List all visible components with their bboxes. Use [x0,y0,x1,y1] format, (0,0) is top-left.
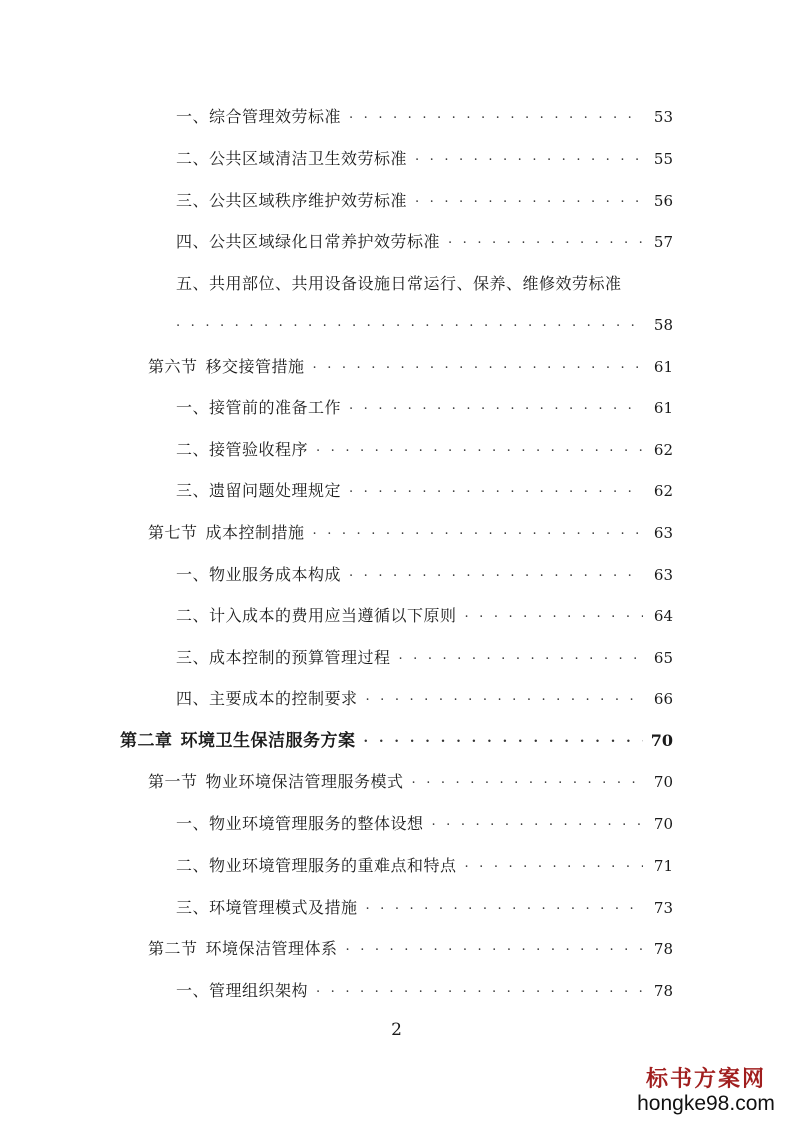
toc-entry-title: 一、物业环境管理服务的整体设想 [176,814,424,833]
toc-entry[interactable] [176,394,673,422]
toc-entry-title: 二、计入成本的费用应当遵循以下原则 [176,606,457,625]
toc-section-title: 环境保洁管理体系 [205,939,338,958]
toc-entry-title: 一、管理组织架构 [176,981,309,1000]
toc-entry-continuation[interactable] [176,311,673,339]
toc-page-number: 70 [653,773,673,791]
toc-section-number: 第一节 [148,772,198,791]
toc-page-number: 64 [653,607,673,625]
toc-entry[interactable] [176,810,673,838]
toc-page-number: 57 [653,233,673,251]
toc-entry-title: 四、主要成本的控制要求 [176,689,358,708]
toc-entry[interactable] [176,436,673,464]
toc-page-number: 66 [653,690,673,708]
toc-page-number: 78 [653,982,673,1000]
toc-leader-dots [364,725,643,753]
toc-section-entry[interactable] [148,768,673,796]
watermark-url: hongke98.com [637,1092,775,1115]
toc-chapter-title: 环境卫生保洁服务方案 [180,731,356,751]
toc-entry[interactable] [176,477,673,505]
toc-entry[interactable] [176,644,673,672]
toc-entry[interactable] [176,685,673,713]
toc-page-number: 62 [653,482,673,500]
toc-leader-dots [415,143,643,171]
toc-leader-dots [366,892,643,920]
toc-entry-title-wrapped[interactable]: 五、共用部位、共用设备设施日常运行、保养、维修效劳标准 [176,274,622,293]
toc-leader-dots [349,101,643,129]
page-number: 2 [391,1020,402,1040]
site-watermark [631,1066,781,1116]
toc-leader-dots [415,185,643,213]
toc-leader-dots [346,933,643,961]
toc-page-number: 62 [653,441,673,459]
toc-page-number: 71 [653,857,673,875]
toc-leader-dots [313,517,643,545]
toc-leader-dots [366,683,643,711]
toc-leader-dots [349,559,643,587]
toc-leader-dots [349,475,643,503]
toc-entry-title: 一、物业服务成本构成 [176,565,342,584]
toc-leader-dots [316,434,643,462]
toc-page-number: 53 [653,108,673,126]
toc-entry-title: 二、物业环境管理服务的重难点和特点 [176,856,457,875]
toc-section-entry[interactable] [148,935,673,963]
toc-entry-title: 四、公共区域绿化日常养护效劳标准 [176,232,441,251]
toc-entry-title: 二、公共区域清洁卫生效劳标准 [176,149,408,168]
toc-entry[interactable] [176,103,673,131]
toc-leader-dots [176,309,643,337]
toc-page-number: 73 [653,899,673,917]
toc-page-number: 55 [653,150,673,168]
toc-page-number: 78 [653,940,673,958]
toc-entry[interactable] [176,977,673,1005]
toc-page-number: 63 [653,524,673,542]
toc-section-title: 移交接管措施 [205,357,305,376]
toc-section-number: 第六节 [148,357,198,376]
toc-leader-dots [313,351,643,379]
toc-chapter-entry[interactable] [120,727,673,755]
toc-entry-title: 三、公共区域秩序维护效劳标准 [176,191,408,210]
toc-page-number: 65 [653,649,673,667]
toc-entry[interactable] [176,602,673,630]
toc-page-number: 70 [653,815,673,833]
toc-section-title: 成本控制措施 [205,523,305,542]
toc-entry-title: 三、成本控制的预算管理过程 [176,648,391,667]
toc-page-number: 58 [653,316,673,334]
toc-entry[interactable] [176,852,673,880]
toc-section-number: 第七节 [148,523,198,542]
toc-entry-title: 三、环境管理模式及措施 [176,898,358,917]
toc-section-entry[interactable] [148,353,673,381]
toc-section-number: 第二节 [148,939,198,958]
toc-page-number: 61 [653,358,673,376]
toc-page-number: 70 [650,731,673,750]
toc-entry-title: 一、综合管理效劳标准 [176,107,342,126]
toc-leader-dots [465,600,643,628]
toc-page-number: 56 [653,192,673,210]
toc-entry[interactable] [176,561,673,589]
toc-leader-dots [412,766,643,794]
toc-entry-title: 三、遗留问题处理规定 [176,481,342,500]
toc-page-number: 61 [653,399,673,417]
toc-leader-dots [399,642,643,670]
toc-leader-dots [316,975,643,1003]
toc-leader-dots [465,850,643,878]
toc-chapter-number: 第二章 [120,731,173,751]
toc-entry[interactable] [176,228,673,256]
toc-leader-dots [448,226,643,254]
toc-entry[interactable] [176,145,673,173]
toc-leader-dots [349,392,643,420]
toc-page-number: 63 [653,566,673,584]
toc-leader-dots [432,808,643,836]
watermark-title: 标书方案网 [645,1066,766,1092]
toc-entry-title: 一、接管前的准备工作 [176,398,342,417]
toc-entry-title: 二、接管验收程序 [176,440,309,459]
toc-entry[interactable] [176,894,673,922]
toc-section-title: 物业环境保洁管理服务模式 [205,772,404,791]
toc-section-entry[interactable] [148,519,673,547]
toc-entry[interactable] [176,187,673,215]
